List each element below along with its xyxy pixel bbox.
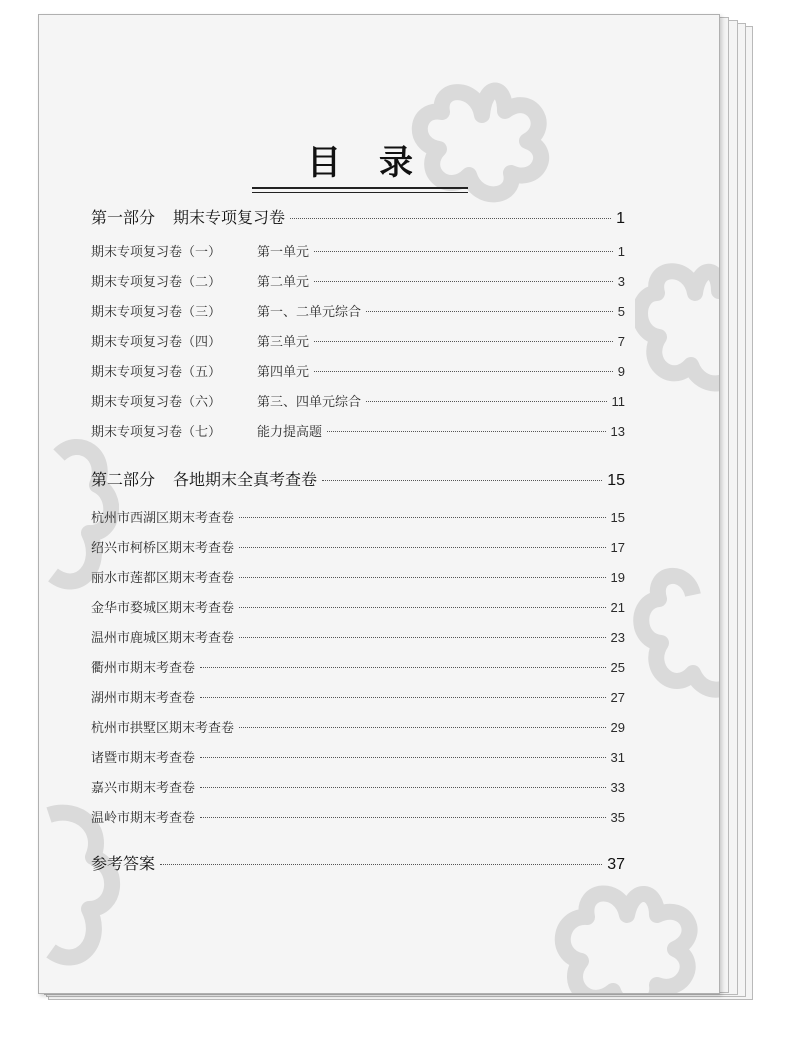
title-underline xyxy=(252,192,468,193)
dot-leader xyxy=(239,637,606,638)
entry-title: 期末专项复习卷（三） xyxy=(91,305,222,320)
dot-leader xyxy=(239,607,606,608)
toc-entry[interactable] xyxy=(91,331,625,350)
flower-outline-icon xyxy=(537,875,720,994)
title-underline xyxy=(252,187,468,189)
dot-leader xyxy=(366,311,613,312)
entry-unit: 第三、四单元综合 xyxy=(257,395,362,410)
page-number: 31 xyxy=(610,750,625,765)
dot-leader xyxy=(239,517,606,518)
dot-leader xyxy=(314,371,613,372)
page-number: 17 xyxy=(610,540,625,555)
dot-leader xyxy=(314,251,613,252)
entry-title: 杭州市拱墅区期末考查卷 xyxy=(91,721,235,736)
page-number: 7 xyxy=(617,334,625,349)
dot-leader xyxy=(314,341,613,342)
toc-entry[interactable] xyxy=(91,391,625,410)
part-label: 第一部分 xyxy=(91,208,156,227)
toc-entry[interactable] xyxy=(91,271,625,290)
entry-title: 期末专项复习卷（七） xyxy=(91,425,222,440)
answers-title: 参考答案 xyxy=(91,854,156,873)
toc-entry[interactable] xyxy=(91,687,625,706)
entry-unit: 第四单元 xyxy=(257,365,310,380)
toc-entry[interactable] xyxy=(91,421,625,440)
dot-leader xyxy=(322,480,602,481)
dot-leader xyxy=(366,401,606,402)
dot-leader xyxy=(239,577,606,578)
toc-title-block xyxy=(252,143,468,193)
page-number: 15 xyxy=(610,510,625,525)
entry-unit: 第一单元 xyxy=(257,245,310,260)
entry-title: 绍兴市柯桥区期末考查卷 xyxy=(91,541,235,556)
flower-outline-icon xyxy=(635,253,720,403)
flower-outline-icon xyxy=(633,555,720,735)
page-number: 27 xyxy=(610,690,625,705)
toc-entry[interactable] xyxy=(91,717,625,736)
part-label: 第二部分 xyxy=(91,470,156,489)
entry-unit: 第三单元 xyxy=(257,335,310,350)
page-number: 5 xyxy=(617,304,625,319)
toc-entry[interactable] xyxy=(91,657,625,676)
page-number: 25 xyxy=(610,660,625,675)
dot-leader xyxy=(290,218,611,219)
toc-entry[interactable] xyxy=(91,627,625,646)
entry-unit: 能力提高题 xyxy=(257,425,323,440)
toc-part-heading[interactable] xyxy=(91,205,625,228)
toc-part-heading[interactable] xyxy=(91,467,625,490)
entry-title: 温州市鹿城区期末考查卷 xyxy=(91,631,235,646)
dot-leader xyxy=(239,547,606,548)
dot-leader xyxy=(200,817,606,818)
page-number: 29 xyxy=(610,720,625,735)
part-title: 各地期末全真考查卷 xyxy=(173,470,318,489)
page-number: 33 xyxy=(610,780,625,795)
entry-title: 期末专项复习卷（五） xyxy=(91,365,222,380)
page-number: 3 xyxy=(617,274,625,289)
toc-entry[interactable] xyxy=(91,777,625,796)
toc-page xyxy=(38,14,720,994)
entry-title: 期末专项复习卷（六） xyxy=(91,395,222,410)
toc-entry[interactable] xyxy=(91,507,625,526)
page-number: 13 xyxy=(610,424,625,439)
toc-answers-heading[interactable] xyxy=(91,851,625,874)
page-number: 35 xyxy=(610,810,625,825)
entry-title: 期末专项复习卷（二） xyxy=(91,275,222,290)
entry-title: 衢州市期末考查卷 xyxy=(91,661,196,676)
entry-title: 湖州市期末考查卷 xyxy=(91,691,196,706)
entry-title: 期末专项复习卷（一） xyxy=(91,245,222,260)
dot-leader xyxy=(200,667,606,668)
dot-leader xyxy=(314,281,613,282)
page-number: 19 xyxy=(610,570,625,585)
page-number: 1 xyxy=(617,244,625,259)
toc-entry[interactable] xyxy=(91,567,625,586)
toc-entry[interactable] xyxy=(91,747,625,766)
page-title: 目录 xyxy=(307,143,451,183)
page-number: 21 xyxy=(610,600,625,615)
dot-leader xyxy=(200,757,606,758)
entry-title: 金华市婺城区期末考查卷 xyxy=(91,601,235,616)
toc-entry[interactable] xyxy=(91,241,625,260)
entry-title: 丽水市莲都区期末考查卷 xyxy=(91,571,235,586)
dot-leader xyxy=(239,727,606,728)
dot-leader xyxy=(200,697,606,698)
entry-title: 诸暨市期末考查卷 xyxy=(91,751,196,766)
toc-entry[interactable] xyxy=(91,597,625,616)
page-number: 23 xyxy=(610,630,625,645)
toc-entry[interactable] xyxy=(91,301,625,320)
page-number: 15 xyxy=(607,472,625,489)
entry-title: 嘉兴市期末考查卷 xyxy=(91,781,196,796)
toc-entry[interactable] xyxy=(91,537,625,556)
toc-entry[interactable] xyxy=(91,807,625,826)
part-title: 期末专项复习卷 xyxy=(173,208,286,227)
dot-leader xyxy=(327,431,606,432)
toc-entry[interactable] xyxy=(91,361,625,380)
entry-unit: 第一、二单元综合 xyxy=(257,305,362,320)
page-number: 37 xyxy=(607,856,625,873)
entry-title: 温岭市期末考查卷 xyxy=(91,811,196,826)
entry-title: 期末专项复习卷（四） xyxy=(91,335,222,350)
dot-leader xyxy=(160,864,602,865)
entry-unit: 第二单元 xyxy=(257,275,310,290)
dot-leader xyxy=(200,787,606,788)
entry-title: 杭州市西湖区期末考查卷 xyxy=(91,511,235,526)
page-number: 1 xyxy=(616,210,625,227)
page-number: 9 xyxy=(617,364,625,379)
page-number: 11 xyxy=(611,394,625,409)
